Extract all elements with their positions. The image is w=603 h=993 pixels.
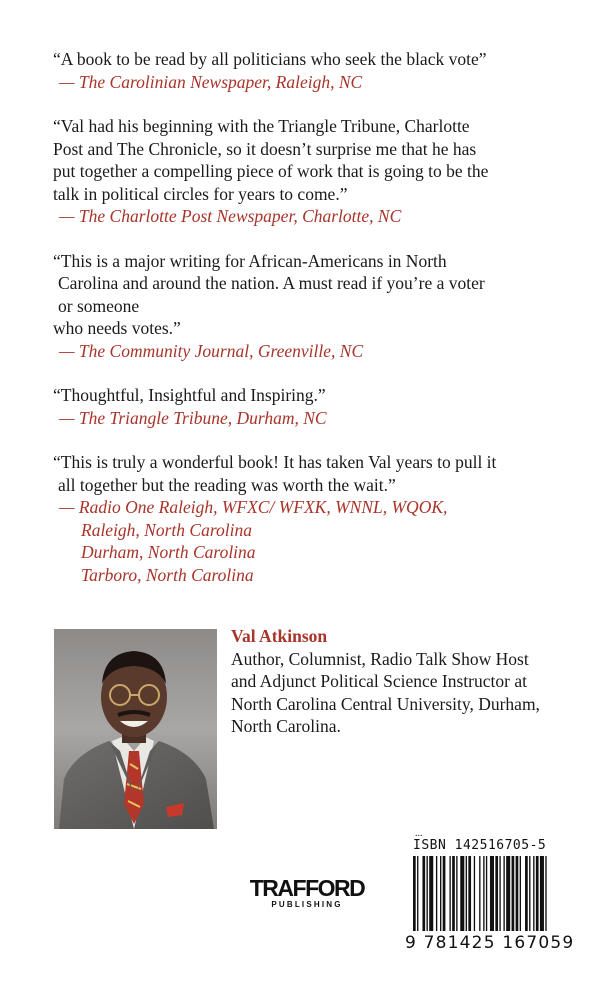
barcode-bar	[443, 856, 446, 931]
barcode-bar	[540, 856, 544, 931]
quote-line: put together a compelling piece of work that is going to be the	[53, 161, 489, 181]
barcode-bar	[429, 856, 433, 931]
ean-digits: 9 781425 167059	[405, 933, 575, 953]
barcode-bar	[490, 856, 494, 931]
quote-line: Post and The Chronicle, so it doesn’t surprise me that he has	[53, 138, 477, 159]
source-line: — Radio One Raleigh, WFXC/ WFXK, WNNL, WQOK,	[59, 497, 448, 517]
quote-line: “A book to be read by all politicians who seek the black vote”	[53, 49, 487, 69]
barcode-bar	[413, 856, 416, 931]
quote-line: “Val had his beginning with the Triangle Tribune, Charlotte	[53, 116, 470, 136]
quote-line: who needs votes.”	[53, 318, 181, 338]
bio-line: and Adjunct Political Science Instructor at	[231, 671, 527, 691]
barcode-dots: ...	[415, 828, 423, 839]
quote-line: “Thoughtful, Insightful and Inspiring.”	[53, 385, 326, 405]
author-portrait	[54, 629, 217, 829]
barcode-bar	[545, 856, 546, 931]
quote-text	[53, 115, 578, 205]
source-line: — The Triangle Tribune, Durham, NC	[59, 407, 327, 428]
barcode-bar	[520, 856, 521, 931]
quote-source	[53, 407, 578, 430]
barcode-bar	[483, 856, 484, 931]
barcode-bar	[536, 856, 539, 931]
barcode-bar	[512, 856, 515, 931]
quote-text	[53, 250, 578, 340]
barcode-bar	[427, 856, 428, 931]
barcode-bar	[466, 856, 467, 931]
author-photo	[54, 629, 217, 829]
quote-4	[53, 384, 578, 429]
quote-source	[53, 71, 578, 94]
quote-source	[53, 496, 578, 586]
bio-line: Author, Columnist, Radio Talk Show Host	[231, 648, 529, 669]
barcode-bar	[474, 856, 475, 931]
barcode-bar	[529, 856, 530, 931]
barcode-bar	[422, 856, 425, 931]
quote-text	[53, 48, 578, 71]
quote-source	[53, 340, 578, 363]
bio-line: North Carolina.	[231, 716, 341, 736]
source-line: — The Charlotte Post Newspaper, Charlotte, NC	[59, 206, 402, 226]
quote-source	[53, 205, 578, 228]
source-line: Raleigh, North Carolina	[81, 519, 252, 540]
barcode-bar	[468, 856, 471, 931]
barcode-bar	[417, 856, 418, 931]
quote-line: “This is truly a wonderful book! It has taken Val years to pull it	[53, 452, 497, 472]
barcode-bar	[460, 856, 464, 931]
barcode-bar	[456, 856, 457, 931]
barcode-bar	[479, 856, 480, 931]
trafford-logo	[248, 872, 366, 912]
barcode-bar	[533, 856, 534, 931]
source-line: Durham, North Carolina	[81, 542, 256, 562]
barcode-bar	[516, 856, 519, 931]
logo-subtitle: PUBLISHING	[271, 900, 343, 909]
source-line: — The Carolinian Newspaper, Raleigh, NC	[59, 71, 363, 92]
quote-text	[53, 384, 578, 407]
quote-1	[53, 48, 578, 93]
quote-line: Carolina and around the nation. A must read if you’re a voter	[58, 273, 485, 293]
bio-line: North Carolina Central University, Durham,	[231, 693, 540, 714]
barcode-bar	[436, 856, 437, 931]
quote-3	[53, 250, 578, 363]
review-quotes	[53, 48, 578, 608]
logo-wordmark: TRAFFORD	[249, 875, 365, 901]
source-line: Tarboro, North Carolina	[81, 564, 254, 585]
quote-line: “This is a major writing for African-Americans in North	[53, 250, 447, 271]
author-bio	[231, 625, 571, 738]
quote-line: or someone	[58, 295, 140, 316]
barcode-bar	[440, 856, 441, 931]
barcode-bar	[486, 856, 487, 931]
barcode-bar	[506, 856, 510, 931]
isbn-label: ISBN 142516705-5	[413, 838, 547, 853]
quote-line: all together but the reading was worth the wait.”	[58, 474, 396, 495]
barcode-bar	[525, 856, 528, 931]
quote-5	[53, 451, 578, 586]
quote-2	[53, 115, 578, 228]
quote-line: talk in political circles for years to come.”	[53, 183, 348, 204]
publisher-logo	[248, 872, 366, 912]
quote-text	[53, 451, 578, 496]
barcode-bar	[495, 856, 498, 931]
barcode-bar	[452, 856, 455, 931]
barcode-bar	[499, 856, 500, 931]
author-name: Val Atkinson	[231, 626, 328, 646]
source-line: — The Community Journal, Greenville, NC	[59, 340, 364, 361]
barcode-bar	[449, 856, 450, 931]
barcode-bar	[503, 856, 504, 931]
